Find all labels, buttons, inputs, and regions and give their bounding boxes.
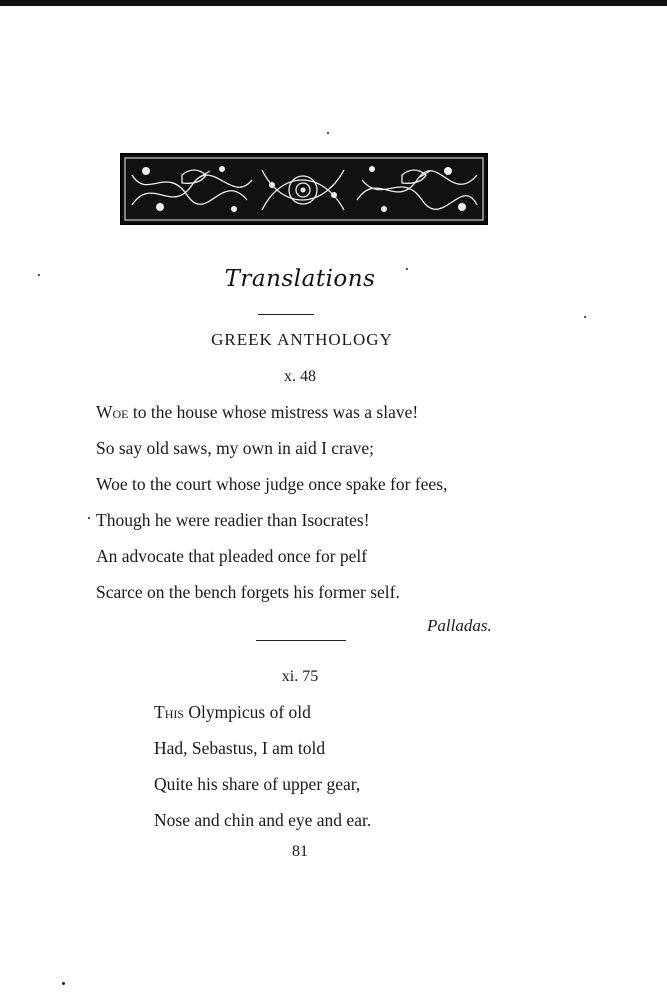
scan-speck [406, 268, 408, 270]
epigram-number: xi. 75 [281, 668, 319, 685]
scan-speck [62, 982, 65, 985]
line-text: Quite his share of upper gear, [154, 774, 361, 794]
ornament-band [120, 153, 488, 225]
poem-line [154, 702, 311, 723]
page-number: 81 [292, 843, 308, 860]
line-text: So say old saws, my own in aid I crave; [96, 438, 375, 458]
line-lead: This [154, 702, 185, 722]
poem-line [96, 510, 370, 531]
line-text: Though he were readier than Isocrates! [96, 510, 370, 530]
scan-speck [327, 132, 329, 134]
poem-line [96, 438, 374, 459]
line-text: Olympicus of old [184, 702, 311, 722]
poem-line [96, 474, 447, 495]
poem-line [154, 738, 325, 759]
poem-line [154, 774, 360, 795]
line-text: Had, Sebastus, I am told [154, 738, 326, 758]
line-text: Woe to the court whose judge once spake for fees, [96, 474, 448, 494]
page-heading: Translations [224, 266, 376, 292]
page-top-edge [0, 0, 667, 6]
line-text: to the house whose mistress was a slave! [128, 402, 419, 422]
line-text: Nose and chin and eye and ear. [154, 810, 372, 830]
poem-line [96, 546, 367, 567]
scan-speck [88, 517, 90, 519]
heading-rule [258, 314, 314, 315]
epigram-number: x. 48 [284, 368, 316, 385]
poem-line [154, 810, 371, 831]
scan-speck [584, 316, 586, 318]
line-text: An advocate that pleaded once for pelf [96, 546, 368, 566]
scan-speck [38, 274, 40, 276]
line-text: Scarce on the bench forgets his former self. [96, 582, 400, 602]
poem-line [96, 582, 400, 603]
line-lead: Woe [96, 402, 129, 422]
section-title: GREEK ANTHOLOGY [211, 330, 393, 349]
author-attribution: Palladas. [427, 616, 492, 635]
poem-line [96, 402, 418, 423]
section-rule [256, 640, 346, 641]
ornament-pattern [122, 155, 486, 223]
